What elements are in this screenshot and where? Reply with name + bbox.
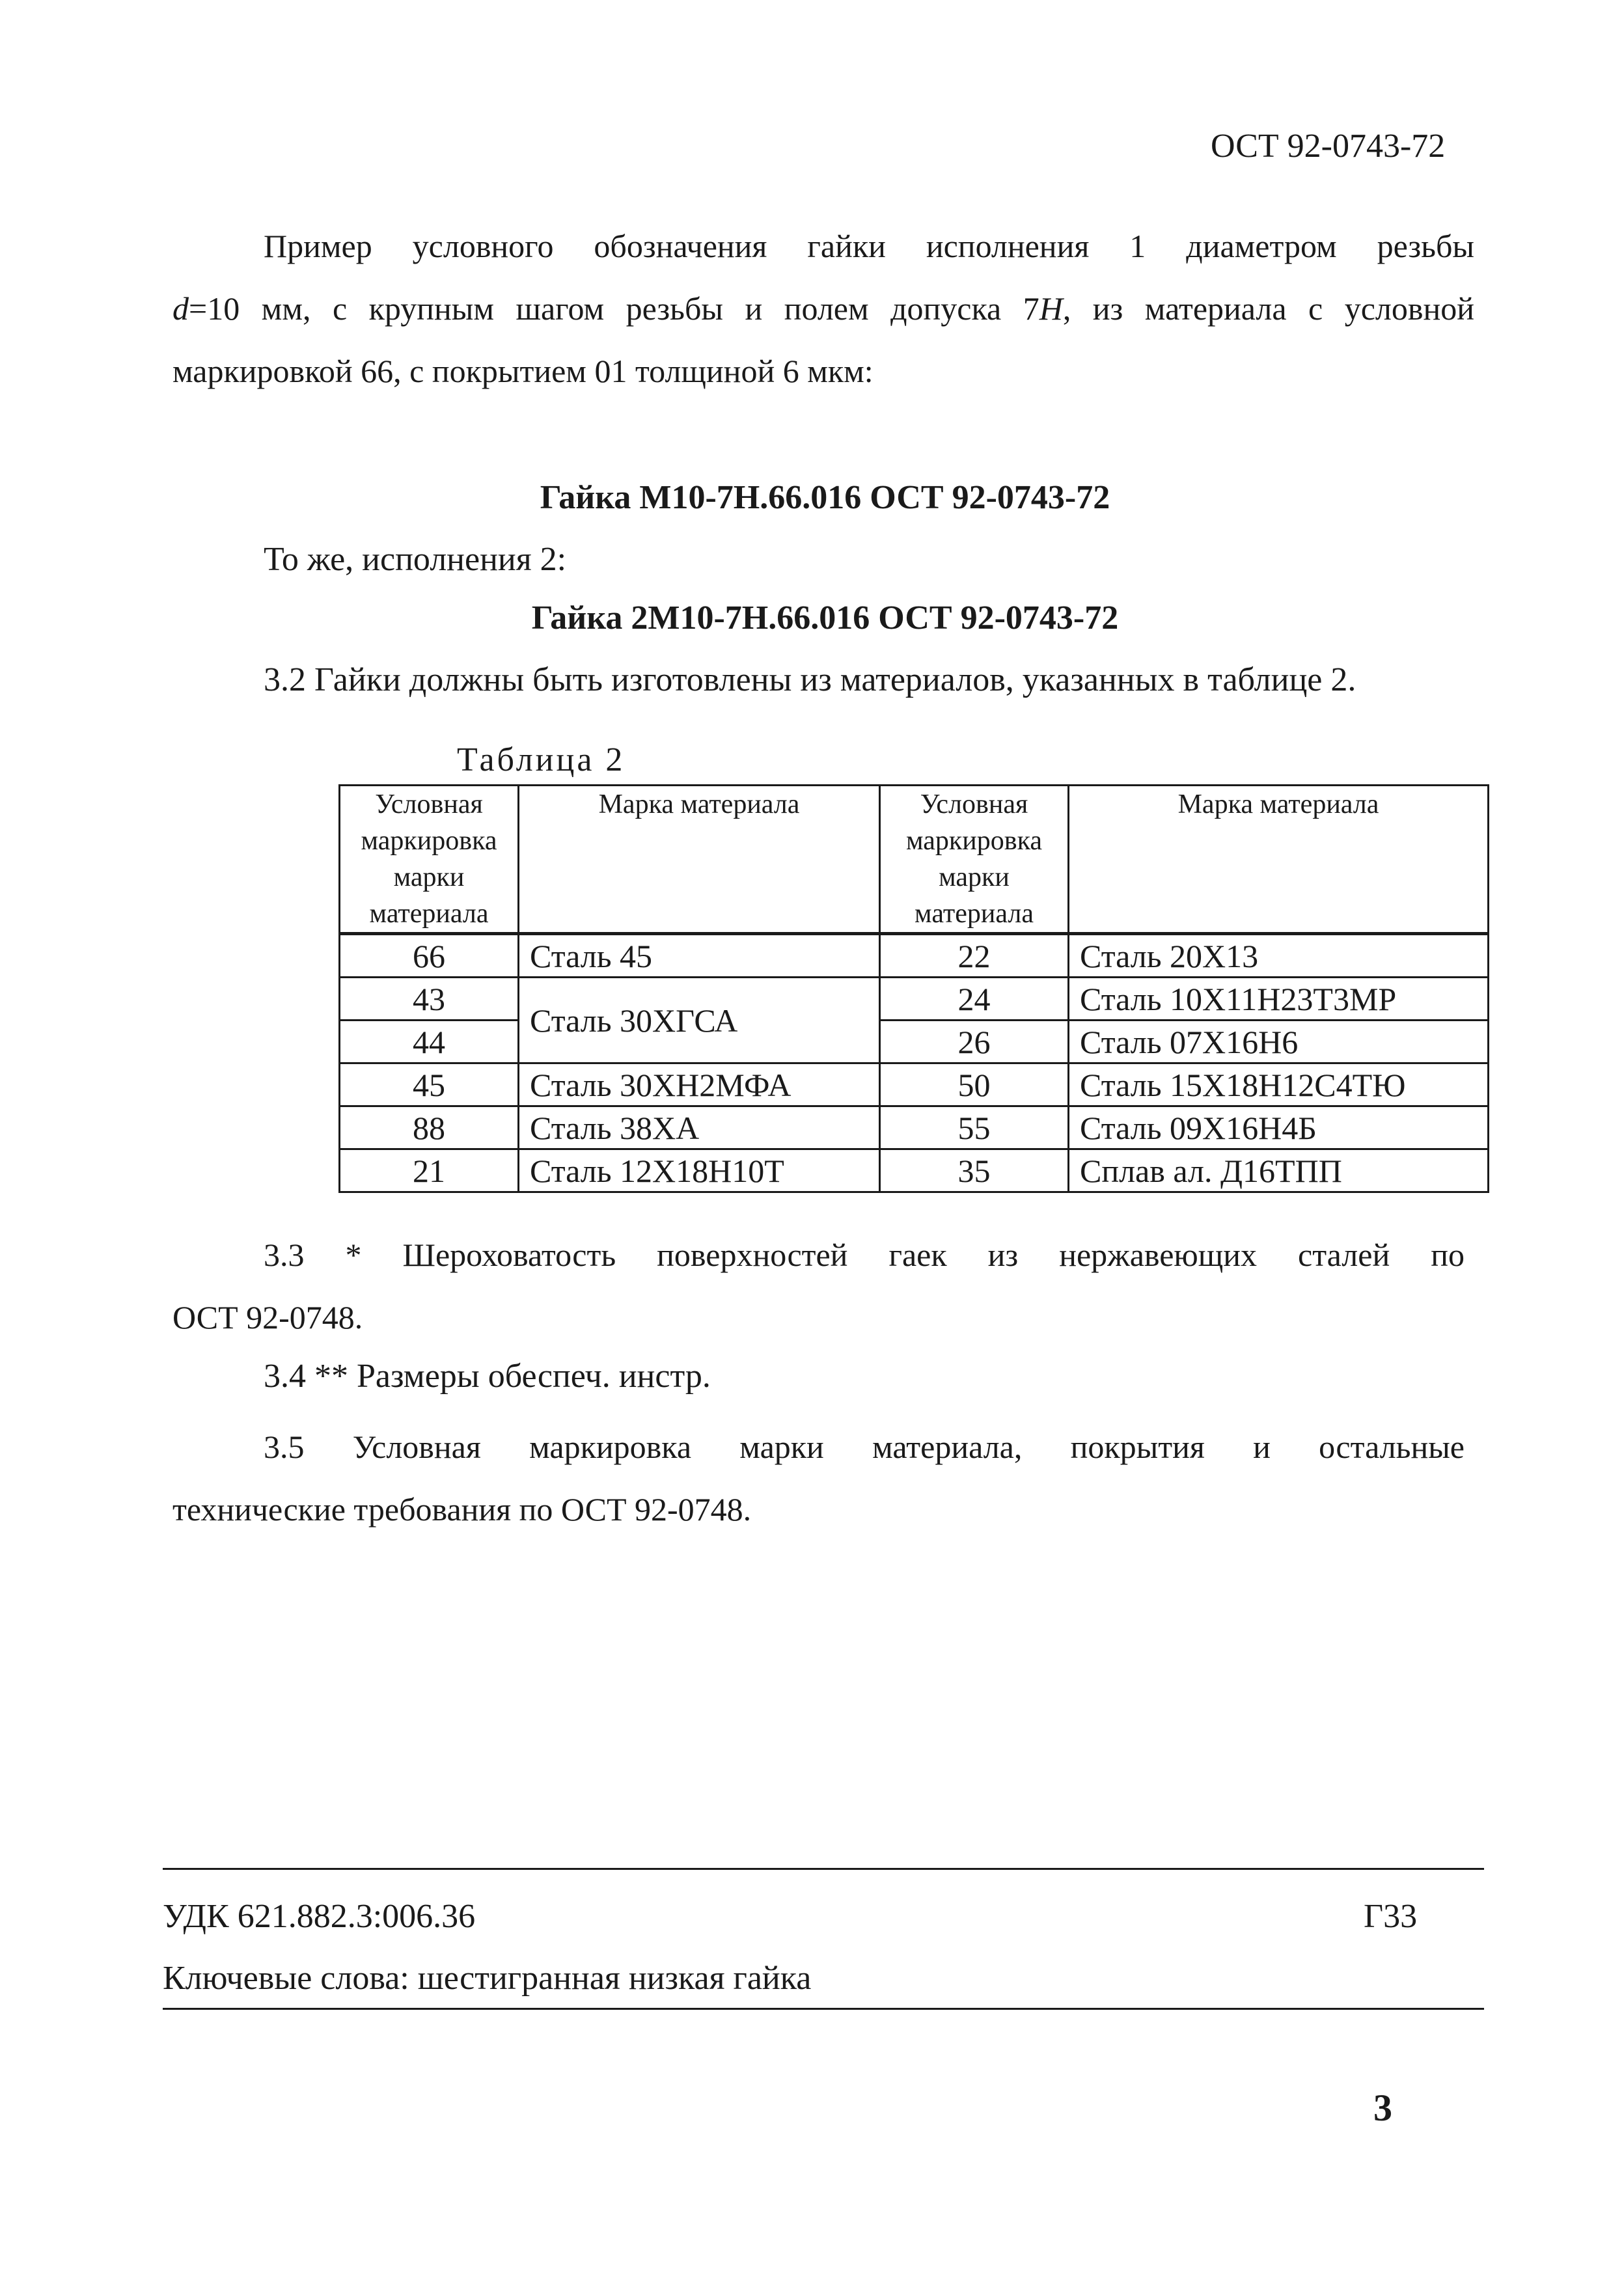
grade-cell: Сталь 07Х16Н6 <box>1069 1021 1489 1063</box>
clause-3-3 <box>172 1224 1465 1349</box>
code-cell: 35 <box>880 1149 1069 1192</box>
udk-code: УДК 621.882.3:006.36 <box>163 1898 476 1935</box>
clause-3-3-line-2: ОСТ 92-0748. <box>172 1299 363 1336</box>
header-code-left: Условная маркировка марки материала <box>340 786 519 934</box>
document-code: ОСТ 92-0743-72 <box>1211 128 1446 165</box>
clause-3-5-line-2: технические требования по ОСТ 92-0748. <box>172 1491 752 1528</box>
grade-cell: Сталь 09Х16Н4Б <box>1069 1106 1489 1149</box>
grade-cell: Сталь 38ХА <box>519 1106 880 1149</box>
footer-rule-bottom <box>163 2008 1484 2010</box>
header-code-right: Условная маркировка марки материала <box>880 786 1069 934</box>
grade-cell: Сплав ал. Д16ТПП <box>1069 1149 1489 1192</box>
table-row <box>340 978 1489 1021</box>
table-row <box>340 1149 1489 1192</box>
code-cell: 50 <box>880 1063 1069 1106</box>
grade-cell: Сталь 20Х13 <box>1069 934 1489 978</box>
grade-cell: Сталь 12Х18Н10Т <box>519 1149 880 1192</box>
intro-line-2 <box>172 277 1474 340</box>
table-header-row <box>340 786 1489 934</box>
clause-3-5-line-1: 3.5 Условная маркировка марки материала, покрытия и остальные <box>264 1429 1465 1465</box>
intro-line-3: маркировкой 66, с покрытием 01 толщиной 6 мкм: <box>172 353 874 389</box>
code-cell: 45 <box>340 1063 519 1106</box>
clause-3-4: 3.4 ** Размеры обеспеч. инстр. <box>264 1358 711 1395</box>
clause-3-5 <box>172 1416 1465 1541</box>
intro-line-1: Пример условного обозначения гайки исполнения 1 диаметром резьбы <box>264 228 1474 264</box>
grade-cell: Сталь 30ХГСА <box>519 978 880 1063</box>
keywords: Ключевые слова: шестигранная низкая гайка <box>163 1960 812 1997</box>
intro-paragraph <box>172 215 1474 402</box>
grade-cell: Сталь 30ХН2МФА <box>519 1063 880 1106</box>
page-number: 3 <box>1373 2087 1392 2129</box>
code-cell: 55 <box>880 1106 1069 1149</box>
code-cell: 43 <box>340 978 519 1021</box>
table-row <box>340 1063 1489 1106</box>
materials-table <box>338 784 1489 1193</box>
code-cell: 22 <box>880 934 1069 978</box>
grade-cell: Сталь 15Х18Н12С4ТЮ <box>1069 1063 1489 1106</box>
clause-3-2: 3.2 Гайки должны быть изготовлены из материалов, указанных в таблице 2. <box>264 661 1356 698</box>
clause-3-3-line-1: 3.3 * Шероховатость поверхностей гаек из нержавеющих сталей по <box>264 1237 1465 1273</box>
var-h: H <box>1039 290 1063 327</box>
code-cell: 44 <box>340 1021 519 1063</box>
group-code: Г33 <box>1364 1898 1418 1935</box>
footer-rule-top <box>163 1868 1484 1870</box>
table-caption: Таблица 2 <box>457 741 626 778</box>
header-grade-right: Марка материала <box>1069 786 1489 934</box>
same-execution-note: То же, исполнения 2: <box>264 541 567 578</box>
code-cell: 26 <box>880 1021 1069 1063</box>
header-grade-left: Марка материала <box>519 786 880 934</box>
grade-cell: Сталь 10Х11Н23Т3МР <box>1069 978 1489 1021</box>
intro-line-2-a: =10 мм, с крупным шагом резьбы и полем допуска 7 <box>189 290 1039 327</box>
intro-line-2-b: , из материала с условной <box>1062 290 1474 327</box>
code-cell: 66 <box>340 934 519 978</box>
table-row <box>340 1106 1489 1149</box>
table-row <box>340 1021 1489 1063</box>
code-cell: 21 <box>340 1149 519 1192</box>
var-d: d <box>172 290 189 327</box>
grade-cell: Сталь 45 <box>519 934 880 978</box>
code-cell: 24 <box>880 978 1069 1021</box>
designation-1: Гайка М10-7Н.66.016 ОСТ 92-0743-72 <box>540 479 1110 516</box>
table-row <box>340 934 1489 978</box>
designation-2: Гайка 2М10-7Н.66.016 ОСТ 92-0743-72 <box>531 599 1119 637</box>
code-cell: 88 <box>340 1106 519 1149</box>
